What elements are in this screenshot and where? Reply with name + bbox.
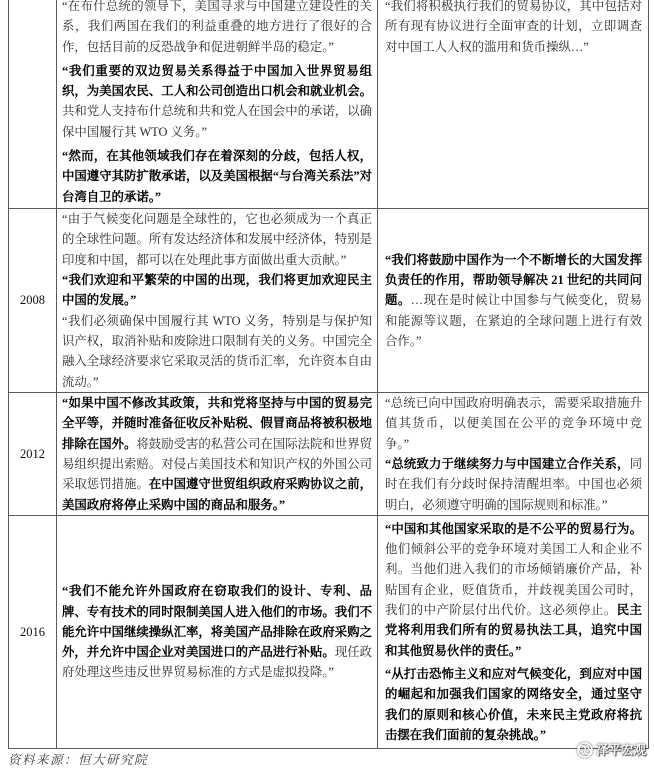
year-label: 2012 <box>20 446 45 461</box>
quote-text-bold: “中国和其他国家采取的是不公平的贸易行为。 <box>385 521 642 536</box>
quote-text: “我们将积极执行我们的贸易协议，其中包括对所有现有协议进行全面审查的计划，立即调查对中国工人人权的滥用和货币操纵…” <box>385 0 642 54</box>
wechat-icon <box>577 742 593 758</box>
quote-paragraph <box>385 0 642 57</box>
quote-paragraph <box>62 61 372 142</box>
party-platform-comparison-table <box>8 0 649 749</box>
quote-paragraph <box>385 519 642 661</box>
quote-text: “由于气候变化问题是全球性的，它也必须成为一个真正的全球性问题。所有发达经济体和发展中经济体，特别是印度和中国，都可以在处理此事方面做出重大贡献。” <box>62 212 372 267</box>
quote-text-bold: “我们将鼓励中国作为一个不断增长的大国发挥负责任的作用，帮助领导解决 21 世纪的共同问题。 <box>385 252 642 308</box>
quote-text: …现在是时候让中国参与气候变化，贸易和能源等议题，在紧迫的全球问题上进行有效合作。” <box>385 293 643 348</box>
democratic-platform-cell <box>378 209 649 393</box>
year-label: 2016 <box>20 624 45 639</box>
quote-text: 他们倾斜公平的竞争环境对美国工人和企业不利。当他们进入我们的市场倾销廉价产品，补贴国有企业，贬值货币，并歧视美国公司时，我们的中产阶层付出代价。这必须停止。 <box>385 542 642 618</box>
republican-platform-cell <box>57 393 378 516</box>
watermark-text: 泽平宏观 <box>596 742 647 757</box>
quote-text: 现任政府处理这些违反世界贸易标准的方式是虚拟投降。” <box>62 645 373 680</box>
quote-text-bold: 在中国遵守世贸组织政府采购协议之前，美国政府将停止采购中国的商品和服务。” <box>62 477 373 512</box>
watermark <box>577 741 646 759</box>
republican-platform-cell <box>57 209 378 393</box>
quote-text: “我们必须确保中国履行其 WTO 义务，特别是与保护知识产权，取消补贴和废除进口限制有关的义务。中国完全融入全球经济要求它采取灵活的货币汇率，允许资本自由流动。” <box>62 313 372 389</box>
quote-paragraph <box>62 581 372 682</box>
quote-text-bold: 民主党将利用我们所有的贸易执法工具，追究中国和其他贸易伙伴的责任。” <box>385 603 643 658</box>
year-label: 2008 <box>20 293 45 307</box>
republican-platform-cell <box>57 516 378 749</box>
quote-paragraph <box>385 454 642 515</box>
quote-text-bold: “我们重要的双边贸易关系得益于中国加入世界贸易组织，为美国农民、工人和公司创造出口机会和就业机会。 <box>62 63 372 99</box>
quote-text-bold: “总统致力于继续努力与中国建立合作关系， <box>385 457 630 471</box>
quote-paragraph <box>62 393 372 515</box>
source-note: 资料来源：恒大研究院 <box>8 753 149 767</box>
quote-text-bold: “然而，在其他领域我们存在着深刻的分歧，包括人权，中国遵守其防扩散承诺，以及美国根据“与台湾关系法”对台湾自卫的承诺。” <box>62 149 372 204</box>
quote-paragraph <box>62 311 372 392</box>
quote-text-bold: “我们不能允许外国政府在窃取我们的设计、专利、品牌、专有技术的同时限制美国人进入他们的市场。我们不能允许中国继续操纵汇率，将美国产品排除在政府采购之外，并允许中国企业对美国进口的产品进行补贴。 <box>62 584 372 660</box>
democratic-platform-cell <box>378 393 649 516</box>
quote-paragraph <box>62 209 372 270</box>
quote-text-bold: “如果中国不修改其政策，共和党将坚持与中国的贸易完全平等，并随时准备征收反补贴税、假冒商品将被积极地排除在国外。 <box>62 396 372 451</box>
quote-paragraph <box>62 146 372 207</box>
quote-text: “总统已向中国政府明确表示，需要采取措施升值其货币，以便美国在公平的竞争环境中竞争。” <box>385 396 642 451</box>
quote-paragraph <box>385 393 642 454</box>
quote-text: 共和党人支持布什总统和共和党人在国会中的承诺，以确保中国履行其 WTO 义务。” <box>62 104 372 139</box>
quote-text: “在布什总统的领导下，美国寻求与中国建立建设性的关系，我们两国在我们的利益重叠的地方进行了很好的合作，包括目前的反恐战争和促进朝鲜半岛的稳定。” <box>62 0 372 54</box>
democratic-platform-cell <box>378 0 649 209</box>
quote-paragraph <box>62 0 372 57</box>
quote-paragraph <box>385 250 642 351</box>
quote-text: 将鼓励受害的私营公司在国际法院和世界贸易组织提出索赔。对侵占美国技术和知识产权的外国公司采取惩罚措施。 <box>62 436 373 492</box>
year-cell <box>9 393 57 516</box>
quote-text: 同时在我们有分歧时保持清醒坦率。中国也必须明白，必须遵守明确的国际规则和标准。” <box>385 457 642 512</box>
democratic-platform-cell <box>378 516 649 749</box>
quote-paragraph <box>385 664 642 745</box>
year-cell <box>9 516 57 749</box>
quote-paragraph <box>62 270 372 311</box>
republican-platform-cell <box>57 0 378 209</box>
year-cell <box>9 209 57 393</box>
year-cell <box>9 0 57 209</box>
quote-text-bold: “我们欢迎和平繁荣的中国的出现，我们将更加欢迎民主中国的发展。” <box>62 273 372 308</box>
quote-text-bold: “从打击恐怖主义和应对气候变化，到应对中国的崛起和加强我们国家的网络安全，通过坚守我们的原则和核心价值，未来民主党政府将抗击摆在我们面前的复杂挑战。” <box>385 666 642 742</box>
